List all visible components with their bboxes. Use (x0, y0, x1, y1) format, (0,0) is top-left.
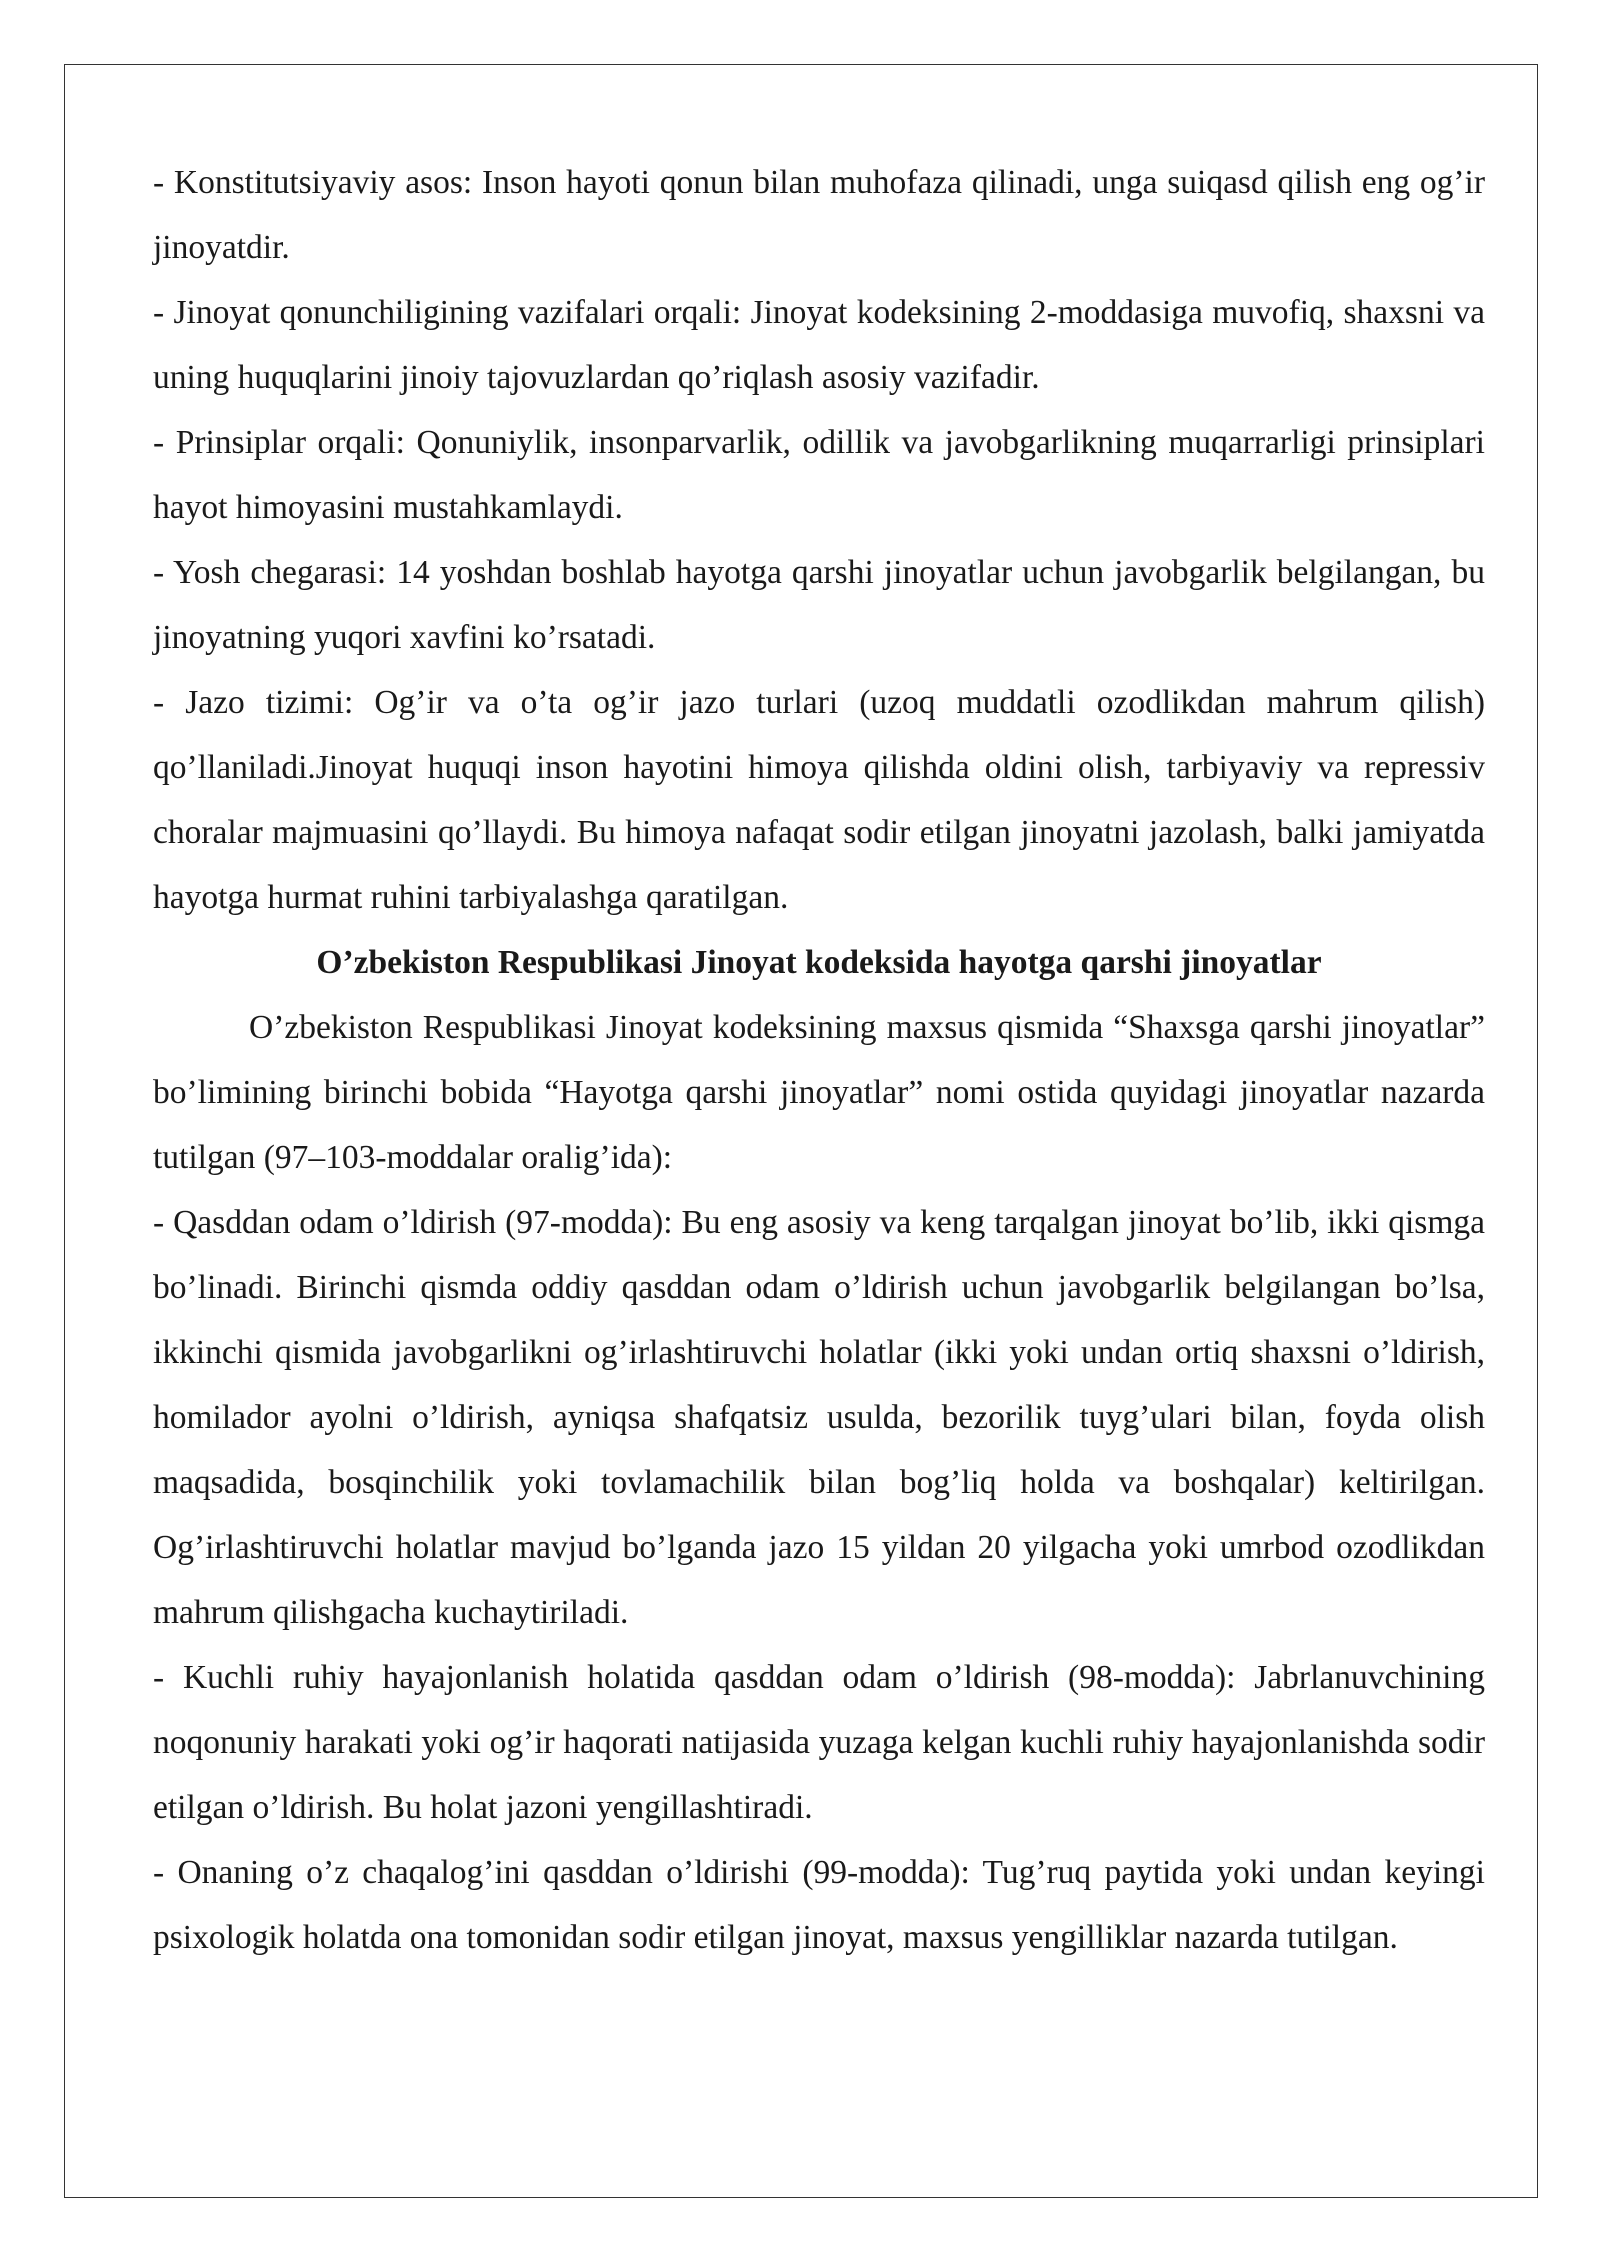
paragraph-constitutional-basis: - Konstitutsiyaviy asos: Inson hayoti qonun bilan muhofaza qilinadi, unga suiqasd qilish eng og’ir jinoyatdir. (153, 164, 1485, 266)
paragraph-punishment-system: - Jazo tizimi: Og’ir va o’ta og’ir jazo turlari (uzoq muddatli ozodlikdan mahrum qilish) qo’llaniladi.Jinoyat huquqi inson hayotini himoya qilishda oldini olish, tarbiyaviy va repressiv choralar majmuasini qo’llaydi. Bu himoya nafaqat sodir etilgan jinoyatni jazolash, balki jamiyatda hayotga hurmat ruhini tarbiyalashga qaratilgan. (153, 684, 1485, 916)
paragraph-intro: O’zbekiston Respublikasi Jinoyat kodeksining maxsus qismida “Shaxsga qarshi jinoyatlar” bo’limining birinchi bobida “Hayotga qarshi jinoyatlar” nomi ostida quyidagi jinoyatlar nazarda tutilgan (97–103-moddalar oralig’ida): (153, 1009, 1485, 1176)
paragraph-article-98: - Kuchli ruhiy hayajonlanish holatida qasddan odam o’ldirish (98-modda): Jabrlanuvchining noqonuniy harakati yoki og’ir haqorati natijasida yuzaga kelgan kuchli ruhiy hayajonlanishda sodir etilgan o’ldirish. Bu holat jazoni yengillashtiradi. (153, 1659, 1485, 1826)
paragraph-age-limit: - Yosh chegarasi: 14 yoshdan boshlab hayotga qarshi jinoyatlar uchun javobgarlik belgilangan, bu jinoyatning yuqori xavfini ko’rsatadi. (153, 554, 1485, 656)
paragraph-article-97: - Qasddan odam o’ldirish (97-modda): Bu eng asosiy va keng tarqalgan jinoyat bo’lib, ikki qismga bo’linadi. Birinchi qismda oddiy qasddan odam o’ldirish uchun javobgarlik belgilangan bo’lsa, ikkinchi qismida javobgarlikni og’irlashtiruvchi holatlar (ikki yoki undan ortiq shaxsni o’ldirish, homilador ayolni o’ldirish, ayniqsa shafqatsiz usulda, bezorilik tuyg’ulari bilan, foyda olish maqsadida, bosqinchilik yoki tovlamachilik bilan bog’liq holda va boshqalar) keltirilgan. Og’irlashtiruvchi holatlar mavjud bo’lganda jazo 15 yildan 20 yilgacha yoki umrbod ozodlikdan mahrum qilishgacha kuchaytiriladi. (153, 1204, 1485, 1631)
paragraph-article-99: - Onaning o’z chaqalog’ini qasddan o’ldirishi (99-modda): Tug’ruq paytida yoki undan keyingi psixologik holatda ona tomonidan sodir etilgan jinoyat, maxsus yengilliklar nazarda tutilgan. (153, 1854, 1485, 1956)
paragraph-principles: - Prinsiplar orqali: Qonuniylik, insonparvarlik, odillik va javobgarlikning muqarrarligi prinsiplari hayot himoyasini mustahkamlaydi. (153, 424, 1485, 526)
paragraph-criminal-law-tasks: - Jinoyat qonunchiligining vazifalari orqali: Jinoyat kodeksining 2-moddasiga muvofiq, shaxsni va uning huquqlarini jinoiy tajovuzlardan qo’riqlash asosiy vazifadir. (153, 294, 1485, 396)
section-heading: O’zbekiston Respublikasi Jinoyat kodeksida hayotga qarshi jinoyatlar (316, 944, 1322, 981)
document-body (153, 150, 1485, 1970)
